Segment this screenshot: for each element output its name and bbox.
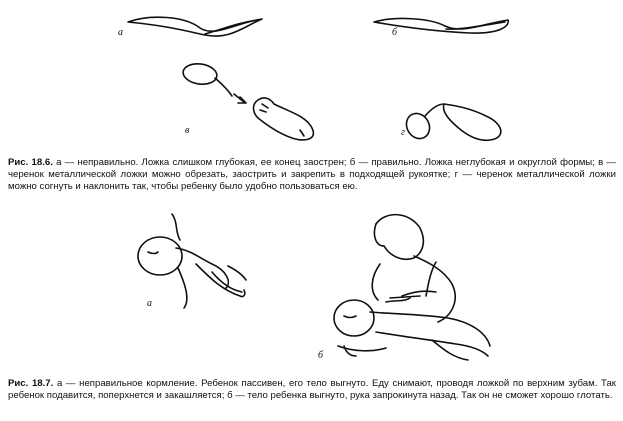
panel-label-fig7-b: б [318, 350, 324, 361]
figure-label: Рис. 18.7. [8, 378, 54, 389]
panel-label-fig7-a: а [147, 298, 152, 309]
baby-passive-illustration [138, 214, 246, 308]
panel-label-a: а [118, 27, 123, 38]
adult-feeding-illustration [334, 215, 490, 360]
figure-caption-18-6 [8, 157, 616, 193]
caption-text: а — неправильное кормление. Ребенок пассивен, его тело выгнуто. Еду снимают, проводя ложкой по верхним зубам. Так ребенок подавится, поперхнется и закашляется; б — тело ребенка выгнуто, рука запрокинута назад. Так он не сможет хорошо глотать. [8, 378, 616, 401]
panel-label-d: г [401, 127, 405, 138]
panel-label-b: б [392, 27, 398, 38]
figure-caption-18-7 [8, 378, 616, 402]
panel-label-c: в [185, 125, 190, 136]
spoon-c-illustration [182, 62, 314, 140]
figure-label: Рис. 18.6. [8, 157, 53, 168]
caption-text: а — неправильно. Ложка слишком глубокая, ее конец заострен; б — правильно. Ложка неглубокая и округлой формы; в — черенок металлической ложки можно обрезать, заострить и закрепить в подходящей рукоятке; г — черенок металлической ложки можно согнуть и наклонить так, чтобы ребенку было удобно пользоваться ею. [8, 157, 616, 192]
spoon-a-illustration [128, 17, 262, 36]
spoon-d-illustration [402, 104, 501, 143]
